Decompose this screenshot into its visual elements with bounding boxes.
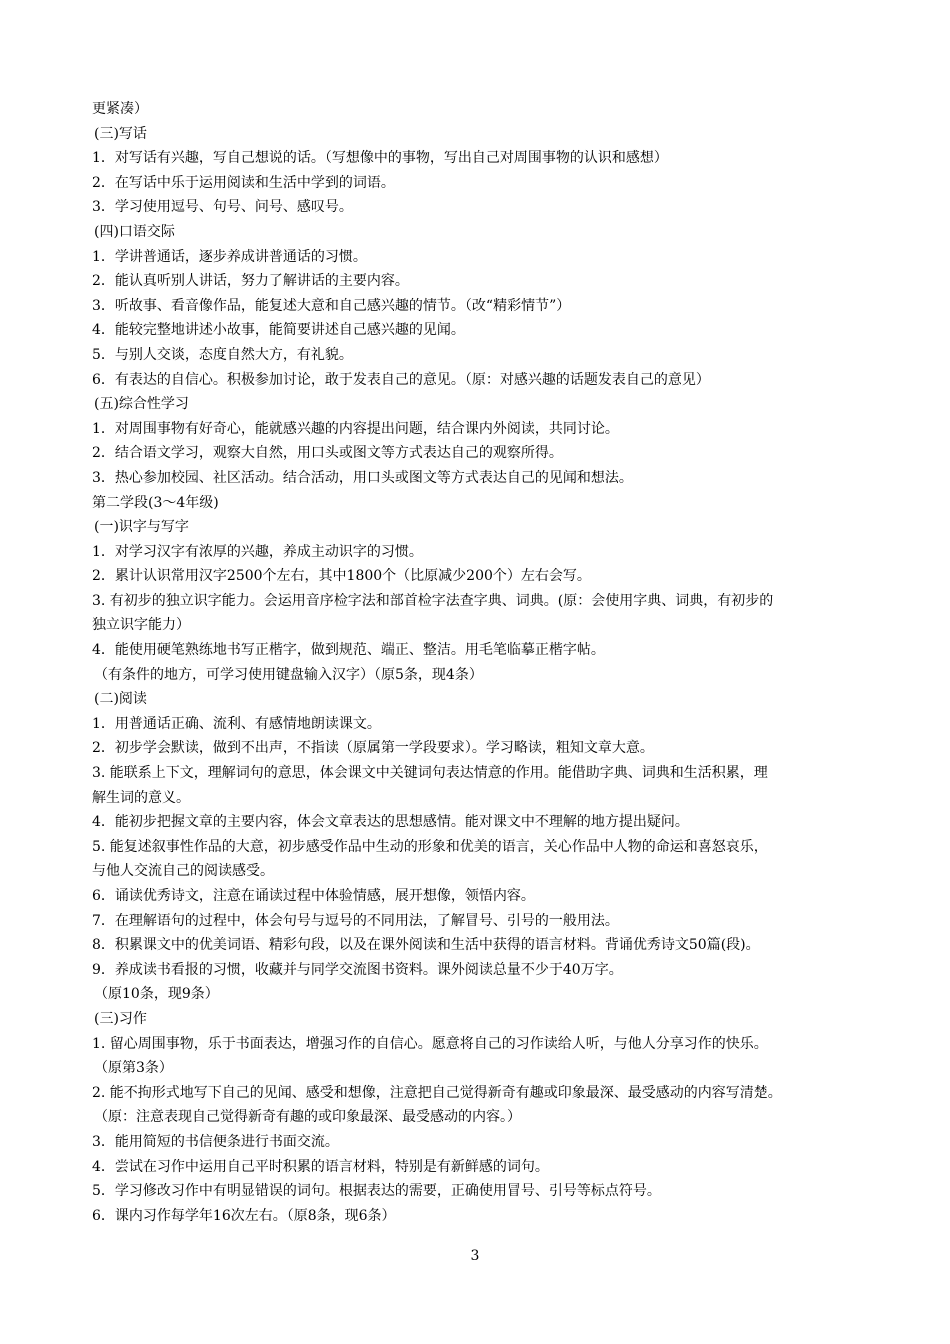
text-line: 2．累计认识常用汉字2500个左右，其中1800个（比原减少200个）左右会写。 [92,568,591,585]
text-line: 3．学习使用逗号、句号、问号、感叹号。 [92,199,353,216]
document-body [92,97,892,1228]
text-line: (一)识字与写字 [94,519,189,536]
text-line: 4．能使用硬笔熟练地书写正楷字，做到规范、端正、整洁。用毛笔临摹正楷字帖。 [92,642,605,659]
text-line: 6．诵读优秀诗文，注意在诵读过程中体验情感，展开想像，领悟内容。 [92,888,535,904]
text-line: 更紧凑） [92,101,148,117]
text-line: 3. 有初步的独立识字能力。会运用音序检字法和部首检字法查字典、词典。(原：会使用字典、词典，有初步的 [92,592,774,609]
text-line: （有条件的地方，可学习使用键盘输入汉字）（原5条，现4条） [94,666,483,683]
text-line: 4．尝试在习作中运用自己平时积累的语言材料，特别是有新鲜感的词句。 [92,1158,549,1175]
text-line: 1. 留心周围事物，乐于书面表达，增强习作的自信心。愿意将自己的习作读给人听，与他人分享习作的快乐。 [92,1035,768,1052]
text-line: 3．能用简短的书信便条进行书面交流。 [92,1133,339,1150]
text-line: (五)综合性学习 [94,396,189,413]
text-line: 与他人交流自己的阅读感受。 [92,863,274,880]
text-line: 8．积累课文中的优美词语、精彩句段，以及在课外阅读和生活中获得的语言材料。背诵优秀诗文50篇(段)。 [92,937,760,954]
text-line: (三)写话 [94,125,147,142]
text-line: 3．热心参加校园、社区活动。结合活动，用口头或图文等方式表达自己的见闻和想法。 [92,469,633,486]
text-line: (四)口语交际 [94,223,175,240]
text-line: 6．有表达的自信心。积极参加讨论，敢于发表自己的意见。（原：对感兴趣的话题发表自己的意见） [92,371,710,388]
text-line: 1．用普通话正确、流利、有感情地朗读课文。 [92,715,381,732]
text-line: 独立识字能力） [92,617,190,634]
text-line: （原：注意表现自己觉得新奇有趣的或印象最深、最受感动的内容。） [94,1109,521,1126]
text-line: 5．学习修改习作中有明显错误的词句。根据表达的需要，正确使用冒号、引号等标点符号。 [92,1183,661,1200]
text-line: 9．养成读书看报的习惯，收藏并与同学交流图书资料。课外阅读总量不少于40万字。 [92,961,623,978]
text-line: 1．对学习汉字有浓厚的兴趣，养成主动识字的习惯。 [92,543,423,560]
text-line: 5. 能复述叙事性作品的大意，初步感受作品中生动的形象和优美的语言，关心作品中人物的命运和喜怒哀乐， [92,838,768,855]
text-line: 3. 能联系上下文，理解词句的意思，体会课文中关键词句表达情意的作用。能借助字典、词典和生活积累，理 [92,765,768,782]
text-line: 7．在理解语句的过程中，体会句号与逗号的不同用法，了解冒号、引号的一般用法。 [92,912,619,929]
text-line: 1．学讲普通话，逐步养成讲普通话的习惯。 [92,248,367,265]
text-line: (三)习作 [94,1010,147,1027]
page-number: 3 [470,1248,480,1264]
text-line: (二)阅读 [94,691,147,708]
text-line: 4．能较完整地讲述小故事，能简要讲述自己感兴趣的见闻。 [92,322,465,339]
text-line: 3．听故事、看音像作品，能复述大意和自己感兴趣的情节。（改“精彩情节”） [92,297,571,314]
text-line: 2．初步学会默读，做到不出声，不指读（原属第一学段要求）。学习略读，粗知文章大意。 [92,740,654,757]
text-line: 6．课内习作每学年16次左右。（原8条，现6条） [92,1207,396,1224]
text-line: 5．与别人交谈，态度自然大方，有礼貌。 [92,346,353,363]
text-line: 4．能初步把握文章的主要内容，体会文章表达的思想感情。能对课文中不理解的地方提出疑问。 [92,814,689,831]
text-line: （原10条，现9条） [94,986,219,1003]
text-line: 解生词的意义。 [92,789,190,806]
text-line: 2. 能不拘形式地写下自己的见闻、感受和想像，注意把自己觉得新奇有趣或印象最深、最受感动的内容写清楚。 [92,1084,782,1101]
text-line: （原第3条） [94,1060,173,1077]
text-line: 2．结合语文学习，观察大自然，用口头或图文等方式表达自己的观察所得。 [92,445,563,462]
text-line: 1．对写话有兴趣，写自己想说的话。（写想像中的事物，写出自己对周围事物的认识和感想） [92,150,668,167]
text-line: 2．在写话中乐于运用阅读和生活中学到的词语。 [92,174,395,191]
text-line: 1．对周围事物有好奇心，能就感兴趣的内容提出问题，结合课内外阅读，共同讨论。 [92,420,619,437]
text-line: 第二学段(3～4年级) [92,494,219,511]
text-line: 2．能认真听别人讲话，努力了解讲话的主要内容。 [92,273,409,290]
